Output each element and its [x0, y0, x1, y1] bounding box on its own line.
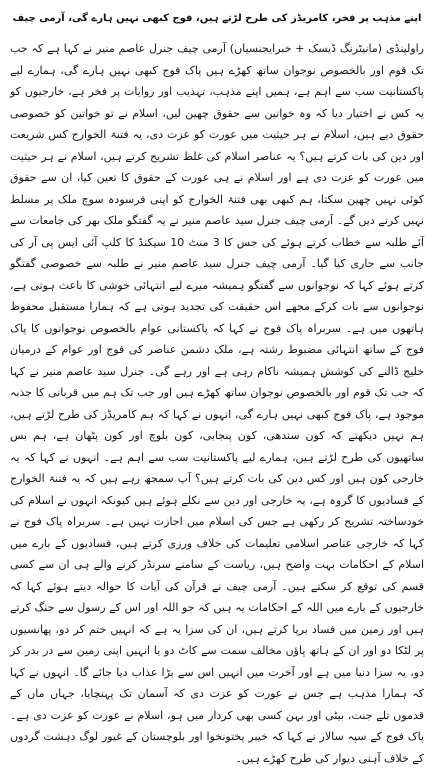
article-headline: اپنے مذہب پر فخر، کامریڈز کی طرح لڑتے ہیں، فوج کبھی نہیں ہارے گی، آرمی چیف	[12, 13, 422, 24]
article-text: راولپنڈی (مانیٹرنگ ڈیسک + خبرایجنسیاں) آرمی چیف جنرل عاصم منیر نے کہا ہے کہ جب تک قوم اور بالخصوص نوجوان ساتھ کھڑے ہیں پاک فوج کبھی نہیں ہارے گی، ہمارے لیے پاکستانیت سب سے اہم ہے، ہمیں اپنے مذہب، تہذیب اور روایات پر فخر ہے، خارجیوں کو یہ کس نے اختیار دیا کہ وہ خواتین سے حقوق چھین لیں، اسلام نے تو خواتین کو خصوصی حقوق دیے ہیں، اسلام نے ہر حیثیت میں عورت کو عزت دی، یہ فتنۃ الخوارج کس شریعت اور دین کی بات کرتے ہیں؟ یہ عناصر اسلام کی غلط تشریح کرتے ہیں، اسلام نے ہر حیثیت میں عورت کو عزت دی ہے اور اسلام نے ہی عورت کے حقوق کا تعین کیا، ان سے حقوق کوئی نہیں چھین سکتا، ہم کبھی بھی فتنۃ الخوارج کو اپنی فرسودہ سوچ ملک پر مسلط نہیں کرنے دیں گے۔ آرمی چیف جنرل سید عاصم منیر نے یہ گفتگو ملک بھر کی جامعات سے آئے طلبہ سے خطاب کرتے ہوئے کی جس کا 3 منٹ 10 سیکنڈ کا کلپ آئی ایس پی آر کی جانب سے جاری کیا گیا۔ آرمی چیف جنرل سید عاصم منیر نے طلبہ سے خصوصی گفتگو کرتے ہوئے کہا کہ نوجوانوں سے گفتگو ہمیشہ میرے لیے انتہائی خوشی کا باعث ہوتی ہے، نوجوانوں سے بات کرکے مجھے اس حقیقت کی تجدید ہوتی ہے کہ ہمارا مستقبل محفوظ ہاتھوں میں ہے۔ سربراہ پاک فوج نے کہا کہ پاکستانی عوام بالخصوص نوجوانوں کا پاک فوج کے ساتھ انتہائی مضبوط رشتہ ہے، ملک دشمن عناصر کی فوج اور عوام کے درمیان خلیج ڈالنے کی کوشش ہمیشہ ناکام رہی ہے اور رہے گی۔ جنرل سید عاصم منیر نے کہا کہ جب تک قوم اور بالخصوص نوجوان ساتھ کھڑے ہیں اور جب تک ہم میں قربانی کا جذبہ موجود ہے، پاک فوج کبھی نہیں ہارے گی، انہوں نے کہا کہ ہم کامریڈز کی طرح لڑتے ہیں، ہم نہیں دیکھتے کہ کون سندھی، کون پنجابی، کون بلوچ اور کون پٹھان ہے، ہم بس ساتھیوں کی طرح لڑتے ہیں، ہمارے لیے پاکستانیت سب سے اہم ہے۔ انہوں نے کہا کہ یہ خارجی کون ہیں اور کس دین کی بات کرتے ہیں؟ آپ سمجھ رہے ہیں کہ یہ فتنۃ الخوارج کے فسادیوں کا گروہ ہے، یہ خارجی اور دین سے نکلے ہوئے ہیں کیونکہ انہوں نے اسلام کی خودساختہ تشریح کر رکھی ہے جس کی اسلام میں اجازت نہیں ہے۔ سربراہ پاک فوج نے کہا کہ خارجی عناصر اسلامی تعلیمات کی خلاف ورزی کرتے ہیں، فسادیوں کے بارے میں اسلام کے احکامات بہت واضح ہیں، ریاست کے سامنے سرنڈر کرنے والے ہی ان سے کسی قسم کی توقع کر سکتے ہیں۔ آرمی چیف نے قرآن کی آیات کا حوالہ دیتے ہوئے کہا کہ خارجیوں کے بارے میں اللہ کے احکامات یہ ہیں کہ جو اللہ اور اس کے رسول سے جنگ کرتے ہیں اور زمین میں فساد برپا کرتے ہیں، ان کی سزا یہ ہے کہ انہیں ختم کر دو، پھانسیوں پر لٹکا دو اور ان کے ہاتھ پاؤں مخالف سمت سے کاٹ دو یا انہیں اپنی زمین سے در بدر کر دو، یہ سزا دنیا میں ہے اور آخرت میں انہیں اس سے بڑا عذاب دیا جائے گا۔ انہوں نے کہا کہ ہمارا مذہب ہے جس نے عورت کو عزت دی کہ آسمان تک پہنچایا، جہاں ماں کے قدموں تلے جنت، بیٹی اور بہن کسی بھی کردار میں ہو، اسلام نے عورت کو عزت دی ہے۔ پاک فوج کے سپہ سالار نے کہا کہ خیبر پختونخوا اور بلوچستان کے غیور لوگ دہشت گردوں کے خلاف آہنی دیوار کی طرح کھڑے ہیں۔	[10, 42, 424, 765]
article-body	[10, 38, 424, 769]
